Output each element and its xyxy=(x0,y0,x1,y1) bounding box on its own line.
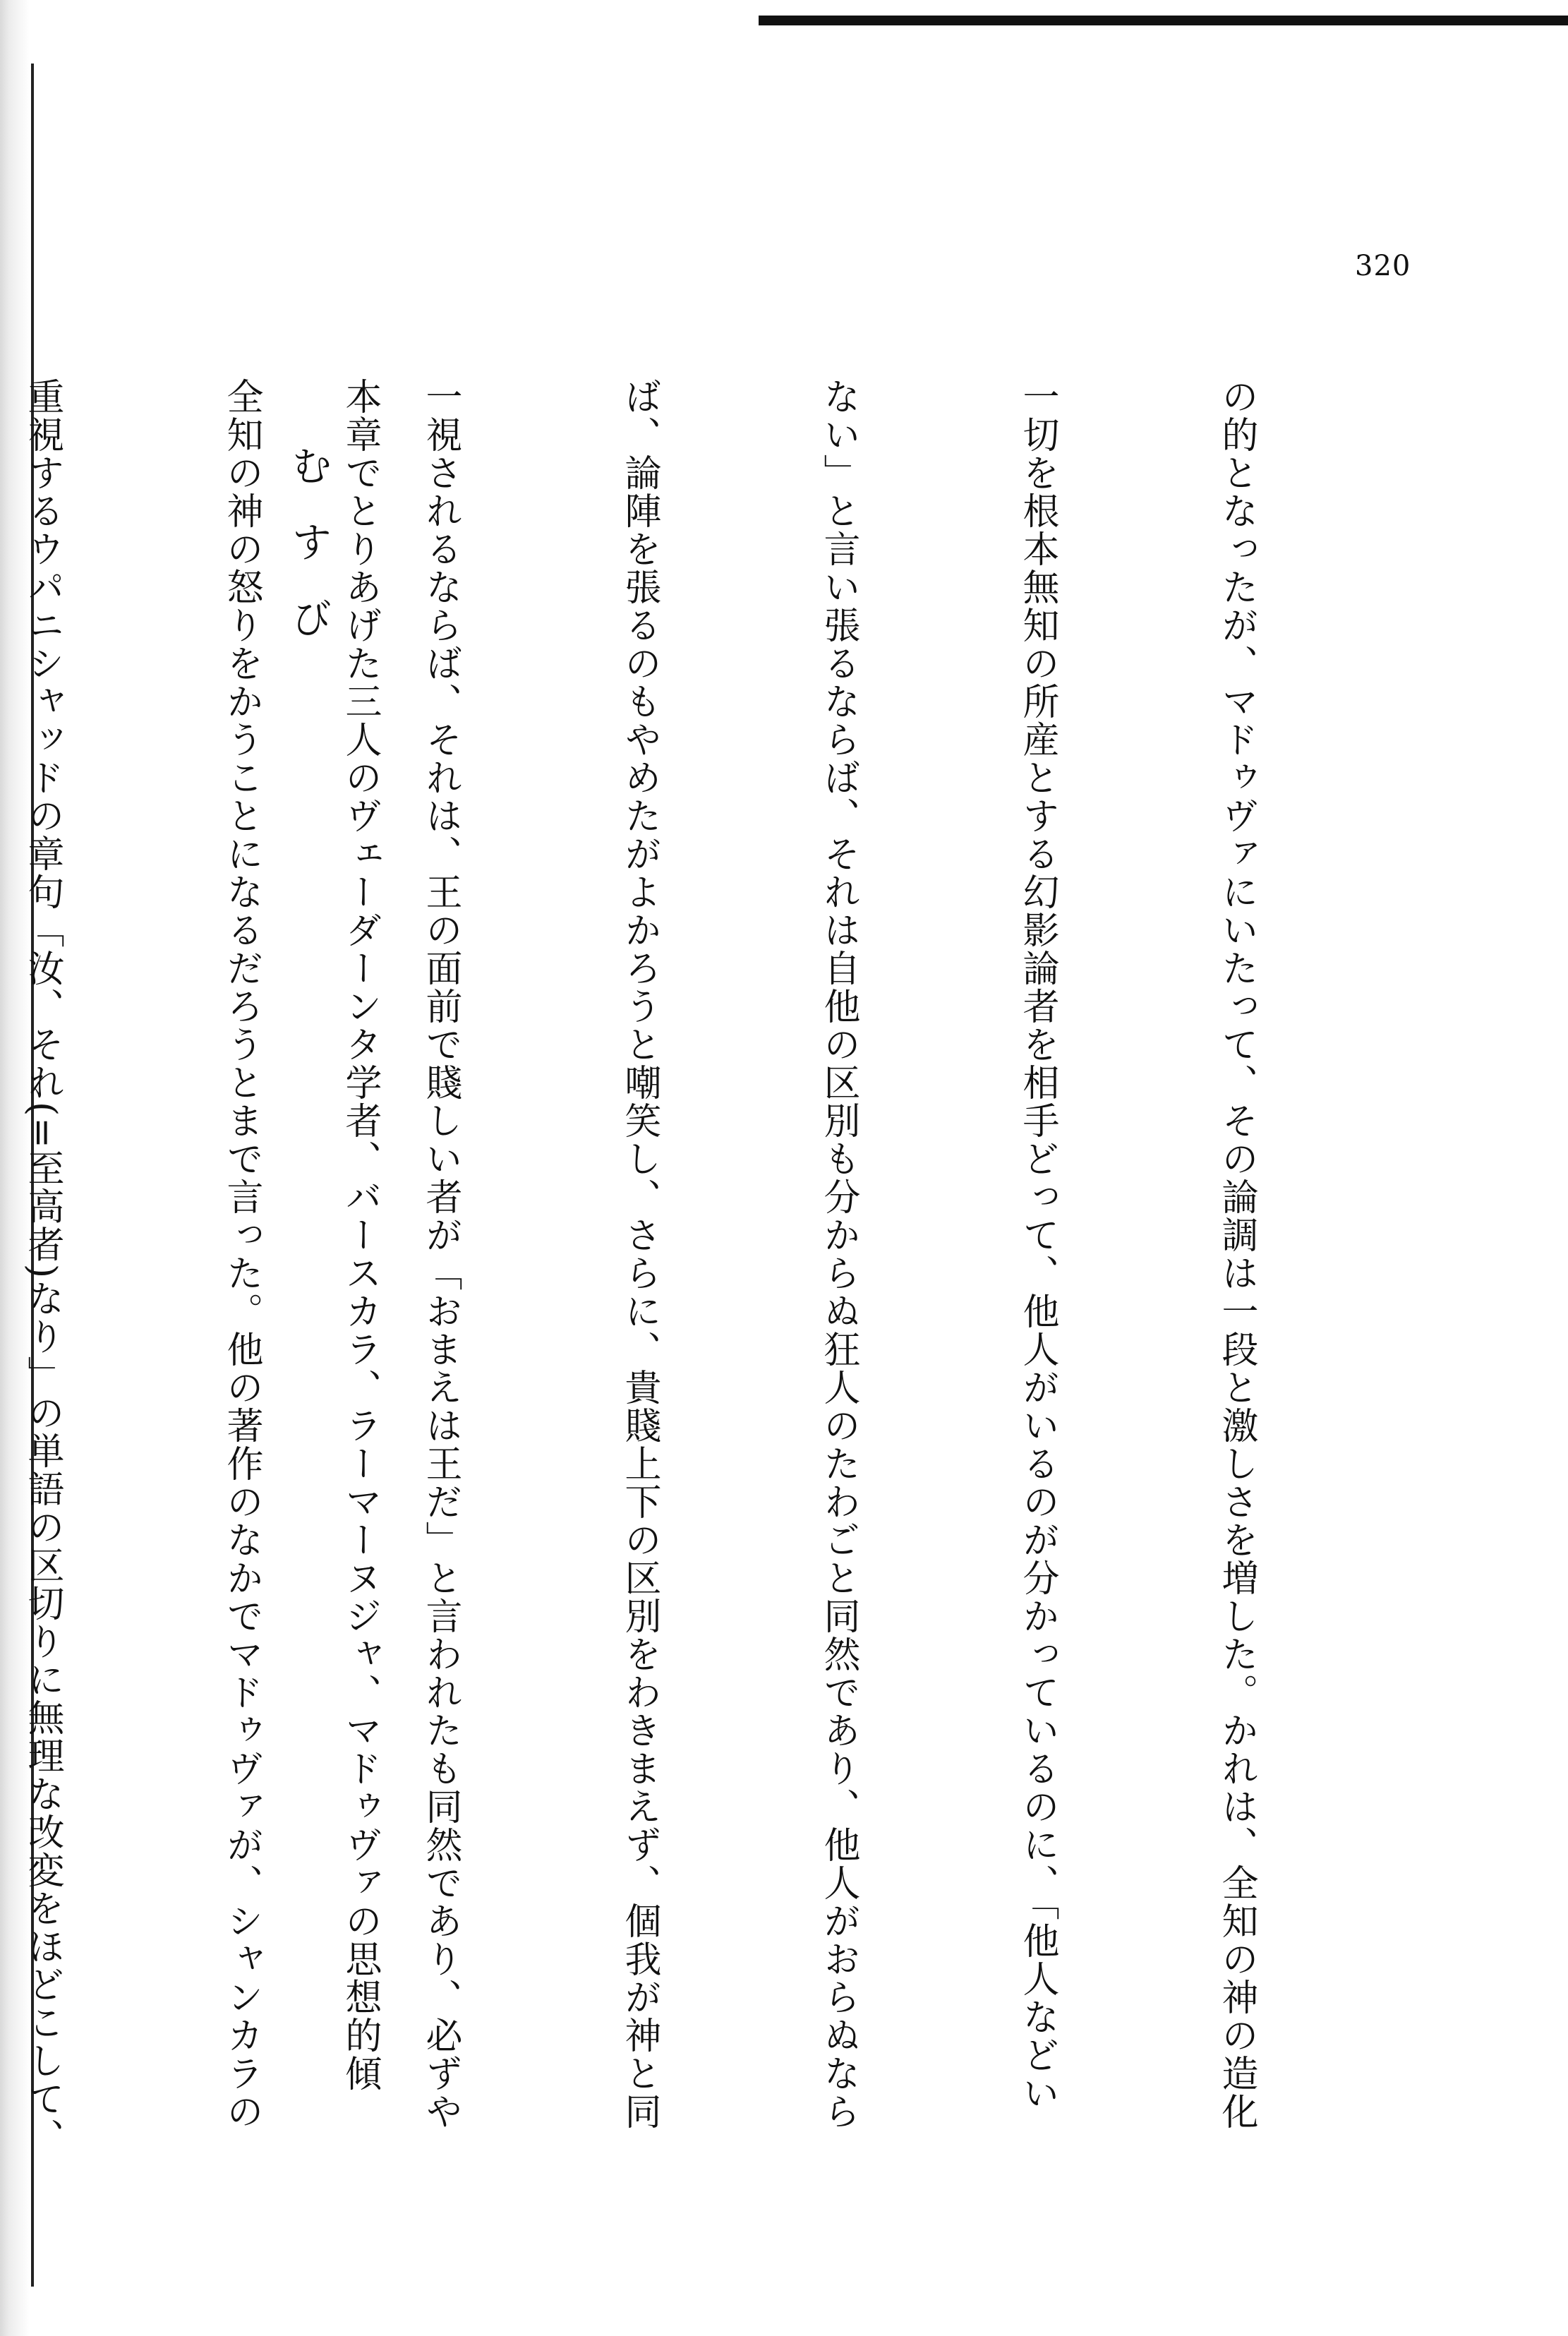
page-number: 320 xyxy=(1355,250,1411,282)
body-line: ない」と言い張るならば、それは自他の区別も分からぬ狂人のたわごと同然であり、他人がおらぬなら xyxy=(817,378,860,2131)
body-line: 重視するウパニシャッドの章句「汝、それ(=至高者)なり」の単語の区切りに無理な改変をほどこして、 xyxy=(21,378,64,2157)
body-line: 全知の神の怒りをかうことになるだろうとまで言った。他の著作のなかでマドゥヴァが、シャンカラの xyxy=(220,378,263,2131)
top-rule xyxy=(759,16,1568,25)
body-line: 一切を根本無知の所産とする幻影論者を相手どって、他人がいるのが分かっているのに、「他人などい xyxy=(1016,378,1059,2112)
body-line: の的となったが、マドゥヴァにいたって、その論調は一段と激しさを増した。かれは、全知の神の造化 xyxy=(1215,378,1258,2131)
closing-text xyxy=(194,378,526,2142)
body-line: 一視されるならば、それは、王の面前で賤しい者が「おまえは王だ」と言われたも同然であり、必ずや xyxy=(419,378,462,2131)
section-title: むすび xyxy=(284,445,332,673)
body-line: ば、論陣を張るのもやめたがよかろうと嘲笑し、さらに、貴賤上下の区別をわきまえず、個我が神と同 xyxy=(618,378,661,2131)
closing-line: 本章でとりあげた三人のヴェーダーンタ学者、バースカラ、ラーマーヌジャ、マドゥヴァの思想的傾 xyxy=(339,378,381,2093)
